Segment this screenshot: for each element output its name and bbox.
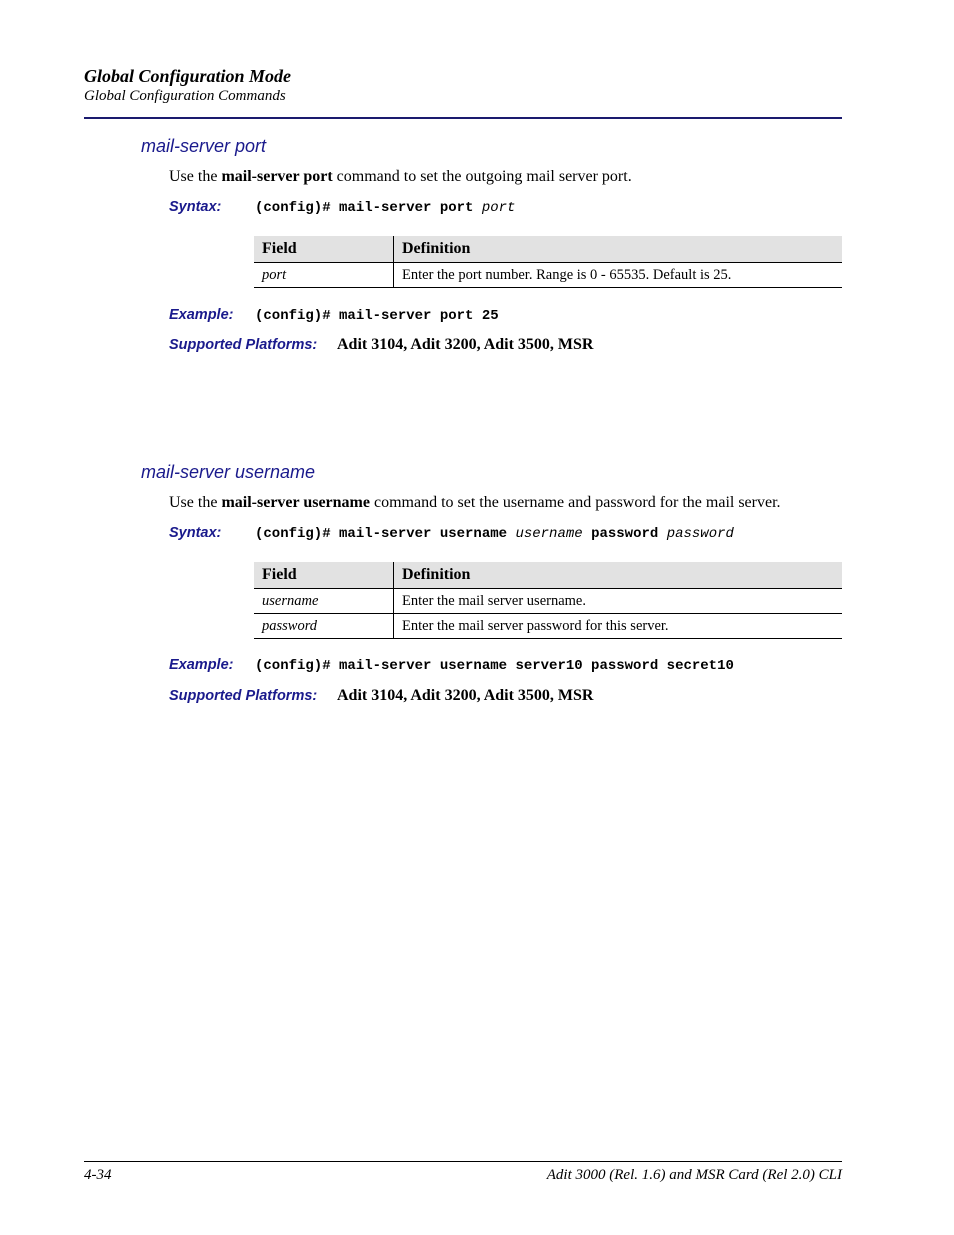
section-intro	[169, 494, 781, 512]
syntax-argument: port	[481, 200, 516, 216]
field-definition-table	[254, 236, 842, 288]
supported-platforms-label: Supported Platforms:	[169, 337, 318, 353]
page-number: 4-34	[84, 1167, 112, 1183]
table-cell-definition: Enter the port number. Range is 0 - 65535. Default is 25.	[394, 263, 843, 288]
table-cell-definition: Enter the mail server password for this server.	[394, 614, 843, 639]
document-title: Adit 3000 (Rel. 1.6) and MSR Card (Rel 2.0) CLI	[546, 1167, 842, 1183]
table-header-definition: Definition	[394, 562, 843, 589]
supported-platforms-value: Adit 3104, Adit 3200, Adit 3500, MSR	[337, 336, 594, 353]
example-command-text: (config)# mail-server port 25	[255, 308, 499, 324]
example-label: Example:	[169, 657, 234, 673]
section-title-mail-server-port: mail-server port	[141, 136, 267, 156]
supported-platforms-label: Supported Platforms:	[169, 688, 318, 704]
intro-text: Use the	[169, 168, 222, 185]
intro-text: command to set the username and password for the mail server.	[369, 494, 781, 511]
syntax-argument: username	[515, 526, 583, 542]
section-intro	[169, 168, 632, 186]
footer-divider	[84, 1161, 842, 1162]
syntax-command	[255, 526, 734, 542]
page-header-title: Global Configuration Mode	[84, 66, 292, 86]
table-cell-field: port	[254, 263, 394, 288]
intro-command: mail-server port	[221, 168, 333, 185]
intro-command: mail-server username	[221, 494, 370, 511]
example-command	[255, 658, 734, 674]
syntax-keyword: (config)# mail-server port	[255, 200, 474, 216]
table-row	[254, 589, 842, 614]
intro-text: command to set the outgoing mail server port.	[332, 168, 632, 185]
syntax-label: Syntax:	[169, 525, 222, 541]
example-command-text: (config)# mail-server username server10 password secret10	[255, 658, 734, 674]
page-header-subtitle: Global Configuration Commands	[84, 88, 286, 104]
section-title-mail-server-username: mail-server username	[141, 462, 316, 482]
header-divider	[84, 117, 842, 119]
intro-text: Use the	[169, 494, 222, 511]
table-header-field: Field	[254, 562, 394, 589]
syntax-command	[255, 200, 515, 216]
table-header-row	[254, 236, 842, 263]
syntax-keyword: password	[591, 526, 659, 542]
syntax-label: Syntax:	[169, 199, 222, 215]
syntax-argument: password	[666, 526, 734, 542]
example-command	[255, 308, 499, 324]
table-row	[254, 263, 842, 288]
supported-platforms-value: Adit 3104, Adit 3200, Adit 3500, MSR	[337, 687, 594, 704]
table-cell-field: username	[254, 589, 394, 614]
field-definition-table	[254, 562, 842, 639]
table-row	[254, 614, 842, 639]
example-label: Example:	[169, 307, 234, 323]
table-header-row	[254, 562, 842, 589]
table-header-field: Field	[254, 236, 394, 263]
table-cell-definition: Enter the mail server username.	[394, 589, 843, 614]
table-header-definition: Definition	[394, 236, 843, 263]
table-cell-field: password	[254, 614, 394, 639]
syntax-keyword: (config)# mail-server username	[255, 526, 508, 542]
